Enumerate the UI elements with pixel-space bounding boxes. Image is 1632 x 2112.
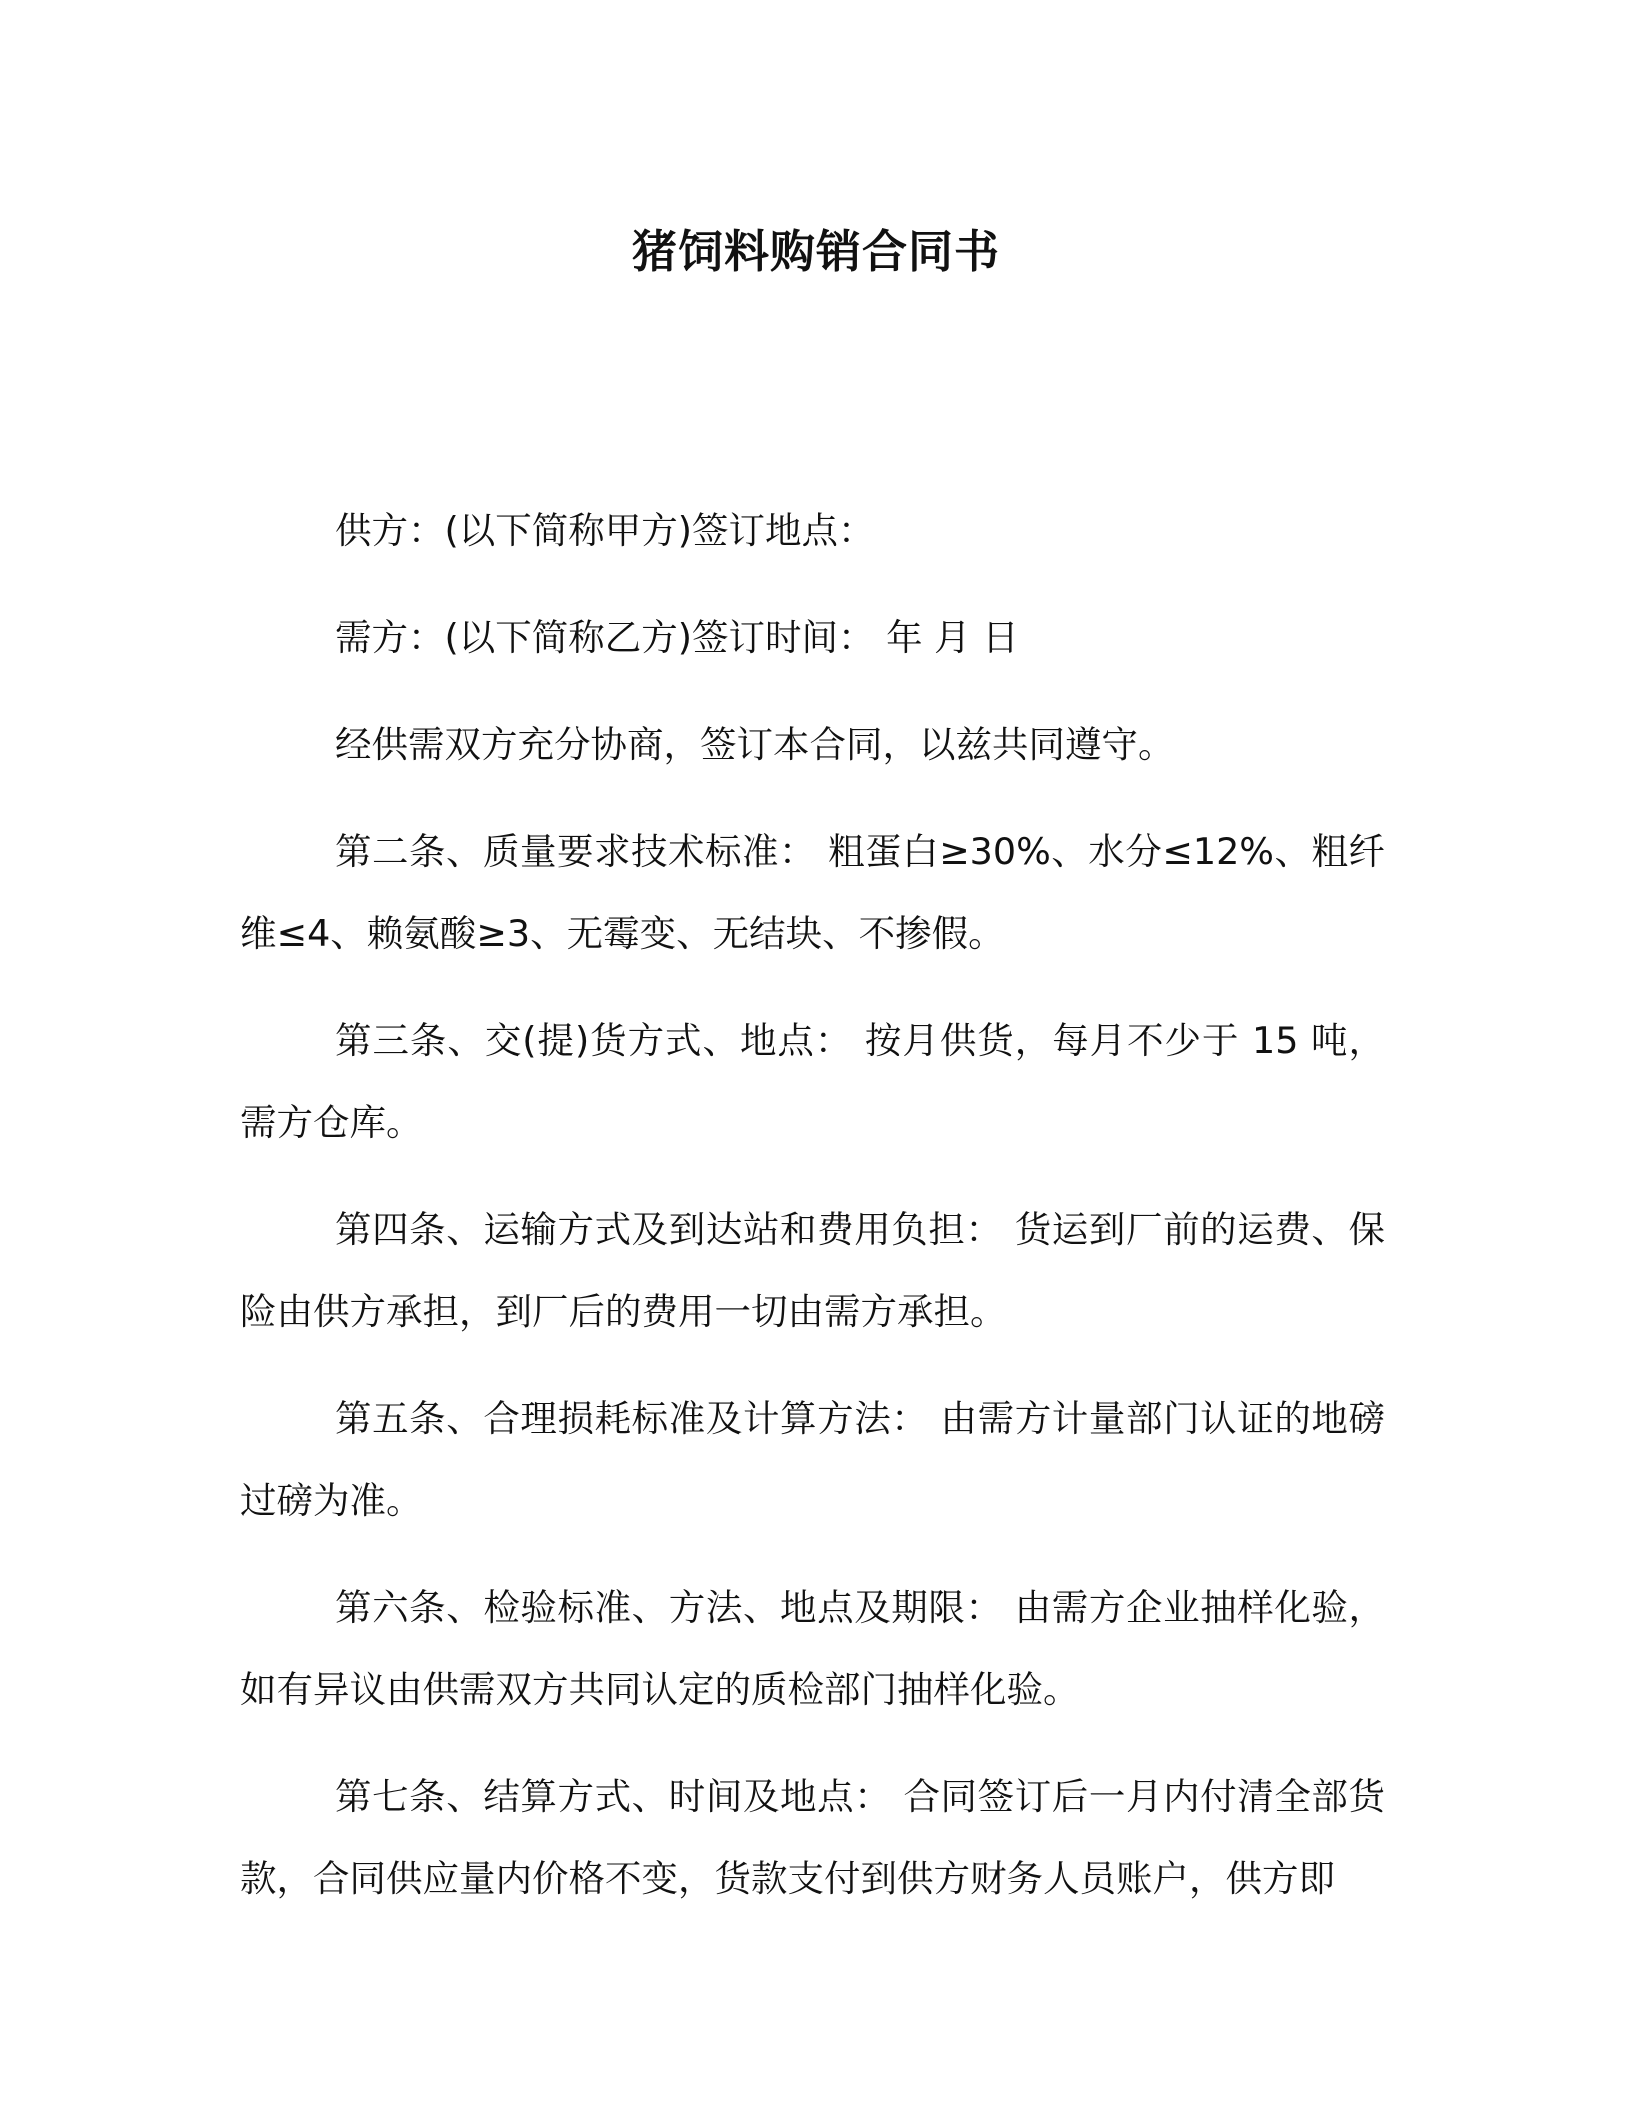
clause-5-loss: 第五条、合理损耗标准及计算方法： 由需方计量部门认证的地磅过磅为准。 bbox=[240, 1397, 1385, 1522]
clause-2-quality: 第二条、质量要求技术标准： 粗蛋白≥30%、水分≤12%、粗纤维≤4、赖氨酸≥3、无霉变、无结块、不掺假。 bbox=[240, 830, 1385, 955]
clause-3-delivery: 第三条、交(提)货方式、地点： 按月供货，每月不少于 15 吨，需方仓库。 bbox=[240, 1019, 1385, 1144]
buyer-line: 需方：(以下简称乙方)签订时间： 年 月 日 bbox=[335, 616, 1019, 659]
agreement-intro: 经供需双方充分协商，签订本合同，以兹共同遵守。 bbox=[335, 723, 1175, 766]
clause-4-transport: 第四条、运输方式及到达站和费用负担： 货运到厂前的运费、保险由供方承担，到厂后的费用一切由需方承担。 bbox=[240, 1208, 1385, 1333]
document-title: 猪饲料购销合同书 bbox=[631, 225, 1000, 278]
supplier-line: 供方：(以下简称甲方)签订地点： bbox=[335, 509, 875, 552]
clause-7-settlement: 第七条、结算方式、时间及地点： 合同签订后一月内付清全部货款，合同供应量内价格不变，货款支付到供方财务人员账户，供方即 bbox=[240, 1775, 1385, 1900]
clause-6-inspection: 第六条、检验标准、方法、地点及期限： 由需方企业抽样化验，如有异议由供需双方共同认定的质检部门抽样化验。 bbox=[240, 1586, 1385, 1711]
document-body bbox=[240, 490, 1385, 1945]
